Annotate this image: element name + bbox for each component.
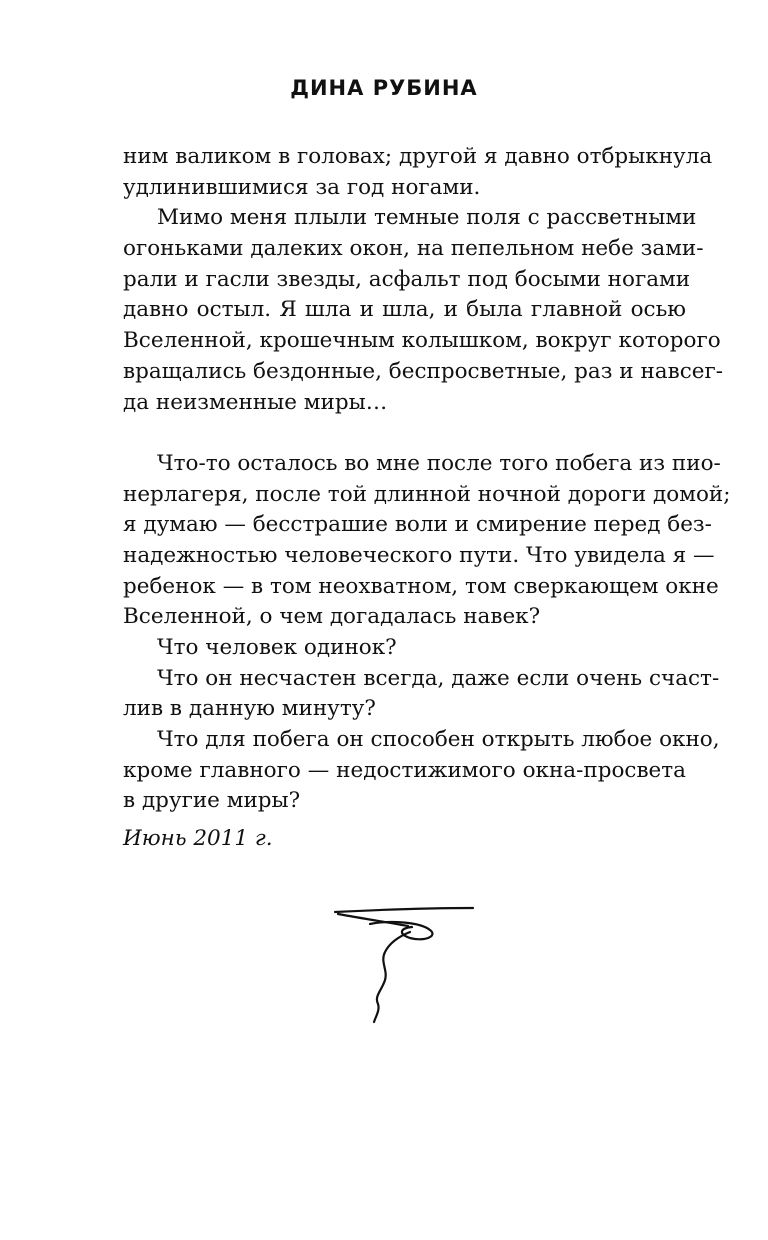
text-line: Что для побега он способен открыть любое окно, [157,727,720,753]
body-text [123,142,731,817]
text-line: Что он несчастен всегда, даже если очень счаст- [157,665,720,691]
text-line: удлинившимися за год ногами. [123,174,481,200]
text-line: Мимо меня плыли темные поля с рассветными [157,205,697,231]
date-signoff: Июнь 2011 г. [123,826,273,851]
text-line: нерлагеря, после той длинной ночной дороги домой; [123,481,731,507]
text-line: ребенок — в том неохватном, том сверкающем окне [123,573,719,599]
text-line: огоньками далеких окон, на пепельном небе зами- [123,236,704,262]
text-line: кроме главного — недостижимого окна-просвета [123,757,686,783]
text-line: Вселенной, о чем догадалась навек? [123,604,541,630]
text-line: ним валиком в головах; другой я давно отбрыкнула [123,144,713,169]
text-line: в другие миры? [123,788,301,814]
signature-icon [330,900,480,1030]
text-line: Что человек одинок? [157,635,397,660]
text-line: вращались бездонные, беспросветные, раз и навсег- [123,358,723,384]
text-line: я думаю — бесстрашие воли и смирение перед без- [123,512,712,538]
text-line: надежностью человеческого пути. Что увидела я — [123,542,715,568]
text-line: лив в данную минуту? [123,696,376,722]
text-line: давно остыл. Я шла и шла, и была главной осью [123,297,686,323]
text-line: рали и гасли звезды, асфальт под босыми ногами [123,266,691,292]
text-line: Вселенной, крошечным колышком, вокруг которого [123,328,721,354]
paragraph-gap [123,418,686,449]
text-line: да неизменные миры… [123,389,388,415]
text-line: Что-то осталось во мне после того побега из пио- [157,450,721,476]
running-header: ДИНА РУБИНА [290,76,478,100]
